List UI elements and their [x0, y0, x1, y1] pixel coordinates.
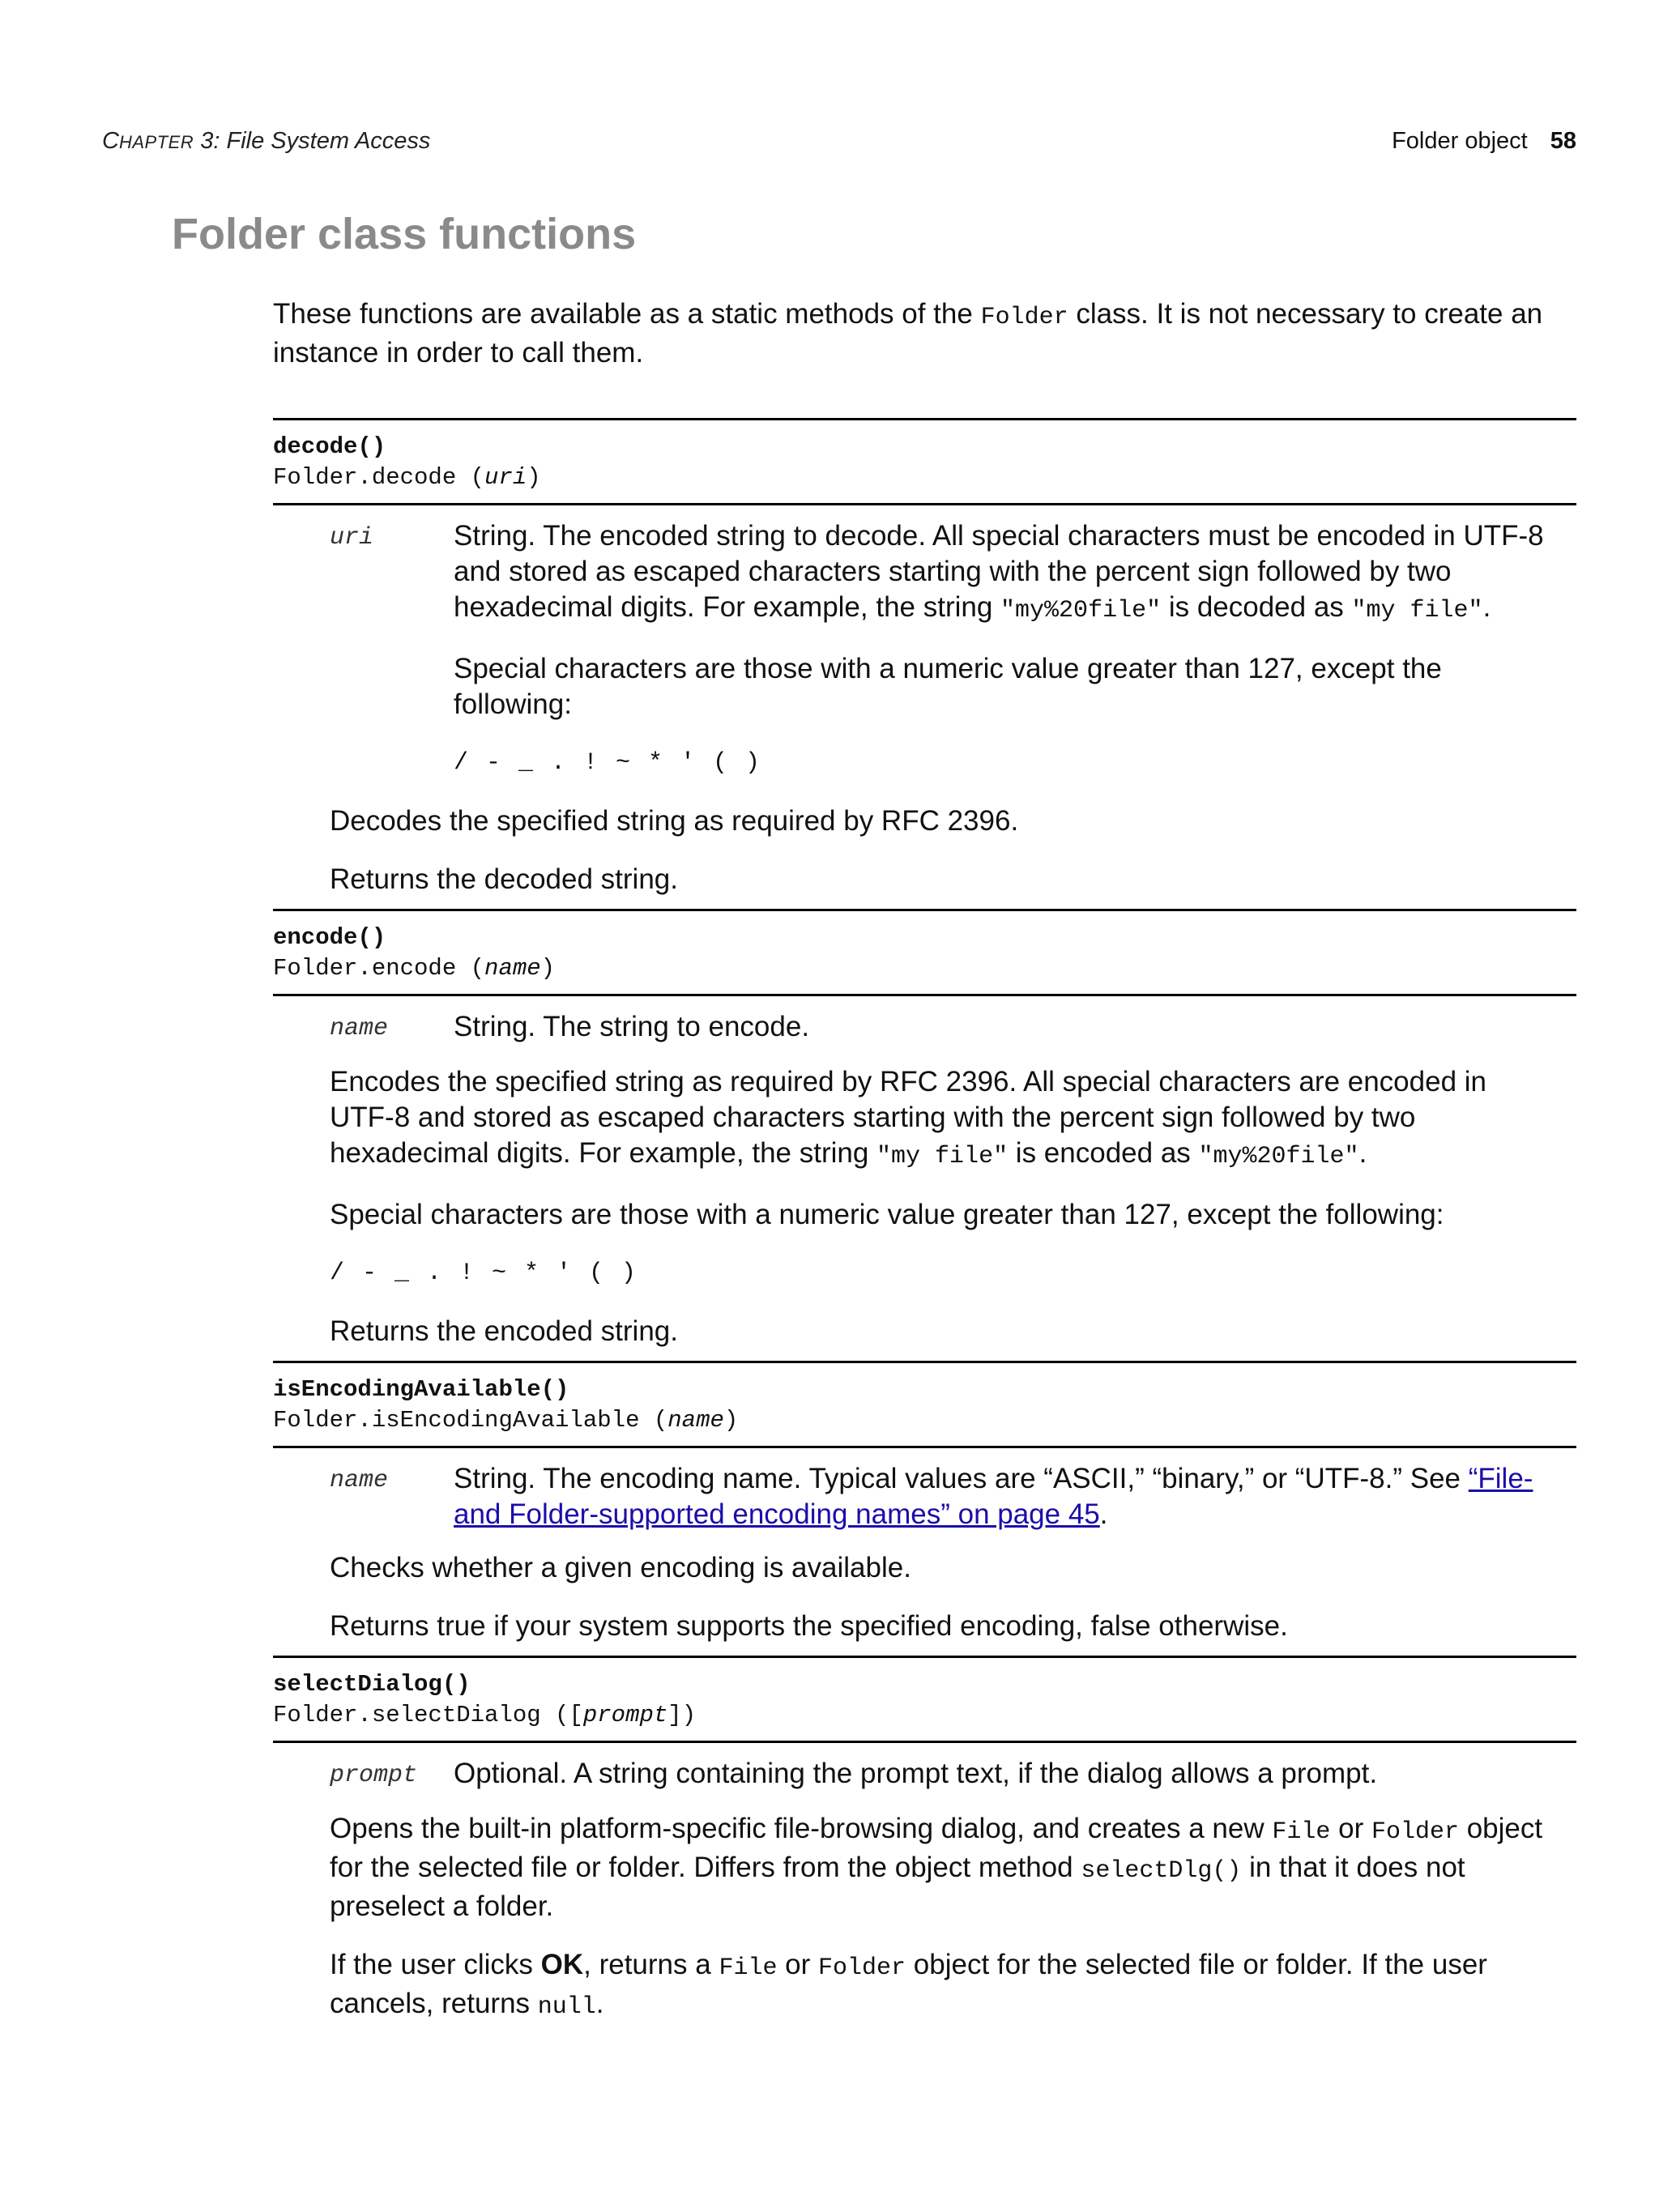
param-description: String. The encoded string to decode. All special characters must be encoded in UTF-8 and stored as escaped characters starting with the percent sign followed by two hexadecimal digits. For example, the string "my%20file" is decoded as "my file". Special characters are those with a numeric value greater than 127, except the following: / - _ . ! ~ * ' ( ) — [454, 518, 1576, 781]
param-description: String. The string to encode. — [454, 1011, 810, 1042]
param-name: prompt — [330, 1762, 418, 1789]
returns: Returns the decoded string. — [330, 863, 678, 895]
encode-body — [273, 996, 1576, 1349]
returns: Returns the encoded string. — [330, 1315, 678, 1347]
isencodingavailable-body — [273, 1448, 1576, 1644]
description: Checks whether a given encoding is available. — [330, 1552, 911, 1583]
param-name: uri — [330, 524, 374, 552]
param-description: Optional. A string containing the prompt text, if the dialog allows a prompt. — [454, 1758, 1378, 1789]
section-name: Folder object — [1392, 128, 1528, 154]
function-call: Folder.selectDialog ([prompt]) — [273, 1702, 697, 1728]
function-call: Folder.decode (uri) — [273, 464, 541, 491]
function-name: selectDialog() — [273, 1671, 471, 1698]
special-chars: / - _ . ! ~ * ' ( ) — [454, 749, 762, 777]
returns: Returns true if your system supports the specified encoding, false otherwise. — [330, 1610, 1288, 1642]
encoding-names-link[interactable]: “File- and Folder-supported encoding names” on page 45 — [454, 1463, 1533, 1530]
function-call: Folder.encode (name) — [273, 955, 556, 982]
function-name: isEncodingAvailable() — [273, 1376, 569, 1403]
chapter-title: CHAPTER 3: File System Access — [102, 128, 431, 154]
header-right — [1392, 128, 1576, 155]
param-name: name — [330, 1467, 389, 1494]
returns: If the user clicks OK, returns a File or Folder object for the selected file or folder. If the user cancels, returns null. — [330, 1949, 1487, 2021]
intro-paragraph: These functions are available as a static methods of the Folder class. It is not necessary to create an instance in order to call them. — [273, 298, 1543, 369]
special-chars-note: Special characters are those with a numeric value greater than 127, except the following: — [330, 1199, 1444, 1230]
param-name: name — [330, 1015, 389, 1042]
param-row — [330, 1448, 1576, 1532]
encode-signature — [273, 911, 1576, 994]
selectdialog-body — [273, 1743, 1576, 2025]
param-row — [330, 996, 1576, 1046]
page-number: 58 — [1550, 128, 1576, 154]
special-chars: / - _ . ! ~ * ' ( ) — [330, 1259, 638, 1287]
function-list — [273, 418, 1576, 2025]
function-name: decode() — [273, 433, 386, 460]
param-row — [330, 505, 1576, 781]
function-call: Folder.isEncodingAvailable (name) — [273, 1407, 739, 1434]
param-row — [330, 1743, 1576, 1793]
selectdialog-signature — [273, 1658, 1576, 1741]
decode-signature — [273, 420, 1576, 503]
decode-body — [273, 505, 1576, 897]
param-description: String. The encoding name. Typical values are “ASCII,” “binary,” or “UTF-8.” See “File- and Folder-supported encoding names” on page 45. — [454, 1463, 1533, 1530]
description: Encodes the specified string as required by RFC 2396. All special characters are encoded in UTF-8 and stored as escaped characters starting with the percent sign followed by two hexadecimal digits. For example, the string "my file" is encoded as "my%20file". — [330, 1066, 1487, 1170]
isencodingavailable-signature — [273, 1363, 1576, 1446]
description: Opens the built-in platform-specific file-browsing dialog, and creates a new File or Folder object for the selected file or folder. Differs from the object method selectDlg() in that it does not preselect a folder. — [330, 1813, 1543, 1922]
function-name: encode() — [273, 924, 386, 951]
description: Decodes the specified string as required by RFC 2396. — [330, 805, 1019, 837]
page-title: Folder class functions — [172, 210, 637, 258]
running-header — [102, 128, 1576, 160]
